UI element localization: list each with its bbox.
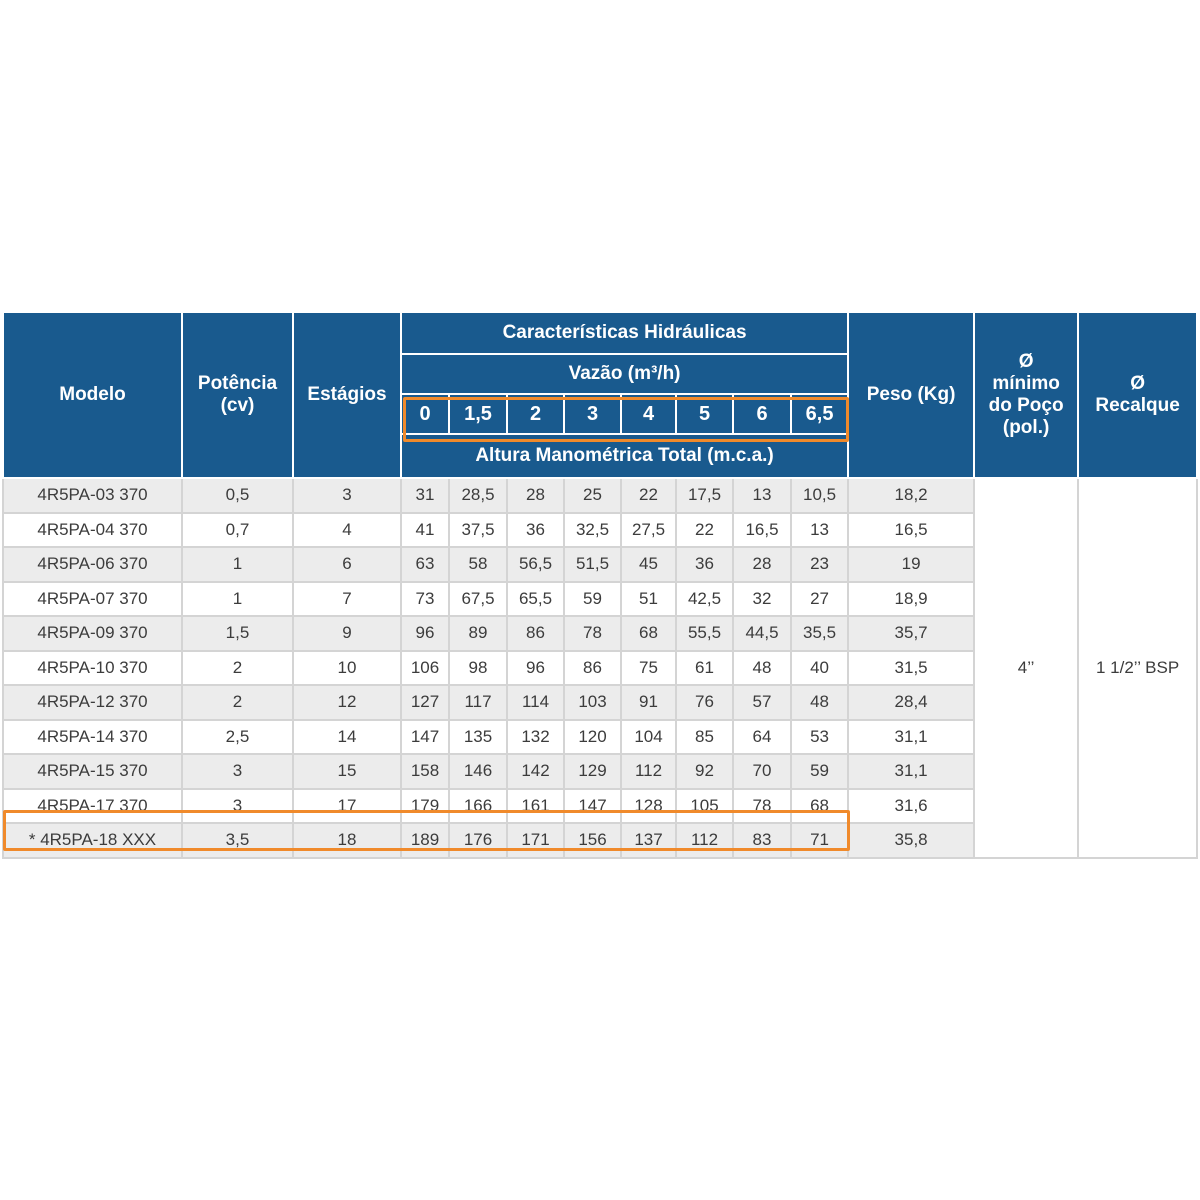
flow-value-cell: 2 [507,394,564,434]
head-value-cell: 120 [564,720,621,755]
head-value-cell: 53 [791,720,848,755]
head-value-cell: 78 [564,616,621,651]
head-value-cell: 22 [676,513,733,548]
head-value-cell: 78 [733,789,791,824]
stages-cell: 10 [293,651,401,686]
head-value-cell: 40 [791,651,848,686]
power-cell: 3,5 [182,823,293,858]
head-value-cell: 96 [401,616,449,651]
header-potencia: Potência (cv) [182,312,293,478]
head-value-cell: 147 [401,720,449,755]
flow-value-cell: 4 [621,394,676,434]
power-cell: 0,7 [182,513,293,548]
head-value-cell: 137 [621,823,676,858]
head-value-cell: 85 [676,720,733,755]
head-value-cell: 105 [676,789,733,824]
head-value-cell: 28 [733,547,791,582]
flow-value-cell: 6,5 [791,394,848,434]
weight-cell: 31,1 [848,754,974,789]
head-value-cell: 51,5 [564,547,621,582]
model-cell: 4R5PA-04 370 [3,513,182,548]
head-value-cell: 96 [507,651,564,686]
head-value-cell: 146 [449,754,507,789]
head-value-cell: 112 [621,754,676,789]
head-value-cell: 23 [791,547,848,582]
head-value-cell: 51 [621,582,676,617]
stages-cell: 17 [293,789,401,824]
head-value-cell: 65,5 [507,582,564,617]
head-value-cell: 59 [791,754,848,789]
head-value-cell: 156 [564,823,621,858]
weight-cell: 31,1 [848,720,974,755]
head-value-cell: 56,5 [507,547,564,582]
weight-cell: 19 [848,547,974,582]
weight-cell: 35,8 [848,823,974,858]
stages-cell: 15 [293,754,401,789]
head-value-cell: 61 [676,651,733,686]
head-value-cell: 91 [621,685,676,720]
stages-cell: 9 [293,616,401,651]
head-value-cell: 89 [449,616,507,651]
head-value-cell: 36 [507,513,564,548]
weight-cell: 31,6 [848,789,974,824]
header-caracteristicas-hidraulicas: Características Hidráulicas [401,312,848,354]
head-value-cell: 73 [401,582,449,617]
header-vazao: Vazão (m³/h) [401,354,848,394]
model-cell: 4R5PA-10 370 [3,651,182,686]
head-value-cell: 36 [676,547,733,582]
model-cell: 4R5PA-07 370 [3,582,182,617]
header-modelo: Modelo [3,312,182,478]
head-value-cell: 17,5 [676,478,733,513]
head-value-cell: 161 [507,789,564,824]
header-diametro-poco: Ø mínimo do Poço (pol.) [974,312,1078,478]
flow-value-cell: 0 [401,394,449,434]
weight-cell: 16,5 [848,513,974,548]
head-value-cell: 114 [507,685,564,720]
head-value-cell: 92 [676,754,733,789]
flow-value-cell: 1,5 [449,394,507,434]
head-value-cell: 35,5 [791,616,848,651]
head-value-cell: 44,5 [733,616,791,651]
head-value-cell: 71 [791,823,848,858]
head-value-cell: 189 [401,823,449,858]
head-value-cell: 63 [401,547,449,582]
power-cell: 1 [182,547,293,582]
model-cell: 4R5PA-12 370 [3,685,182,720]
head-value-cell: 135 [449,720,507,755]
flow-value-cell: 3 [564,394,621,434]
head-value-cell: 129 [564,754,621,789]
head-value-cell: 106 [401,651,449,686]
stages-cell: 18 [293,823,401,858]
stages-cell: 12 [293,685,401,720]
head-value-cell: 132 [507,720,564,755]
head-value-cell: 117 [449,685,507,720]
stages-cell: 3 [293,478,401,513]
header-altura-manometrica: Altura Manométrica Total (m.c.a.) [401,434,848,478]
head-value-cell: 147 [564,789,621,824]
head-value-cell: 57 [733,685,791,720]
power-cell: 0,5 [182,478,293,513]
weight-cell: 31,5 [848,651,974,686]
min-well-diameter-cell: 4’’ [974,478,1078,858]
table-row [3,478,1197,513]
head-value-cell: 25 [564,478,621,513]
head-value-cell: 103 [564,685,621,720]
flow-value-cell: 6 [733,394,791,434]
head-value-cell: 27 [791,582,848,617]
stages-cell: 14 [293,720,401,755]
header-peso: Peso (Kg) [848,312,974,478]
model-cell: 4R5PA-15 370 [3,754,182,789]
head-value-cell: 83 [733,823,791,858]
head-value-cell: 86 [564,651,621,686]
head-value-cell: 166 [449,789,507,824]
power-cell: 3 [182,754,293,789]
head-value-cell: 13 [791,513,848,548]
model-cell: 4R5PA-09 370 [3,616,182,651]
head-value-cell: 179 [401,789,449,824]
head-value-cell: 28 [507,478,564,513]
weight-cell: 18,9 [848,582,974,617]
model-cell: 4R5PA-03 370 [3,478,182,513]
head-value-cell: 104 [621,720,676,755]
model-cell: 4R5PA-06 370 [3,547,182,582]
weight-cell: 18,2 [848,478,974,513]
power-cell: 2 [182,651,293,686]
head-value-cell: 10,5 [791,478,848,513]
head-value-cell: 28,5 [449,478,507,513]
head-value-cell: 70 [733,754,791,789]
head-value-cell: 98 [449,651,507,686]
discharge-diameter-cell: 1 1/2’’ BSP [1078,478,1197,858]
head-value-cell: 59 [564,582,621,617]
head-value-cell: 75 [621,651,676,686]
head-value-cell: 86 [507,616,564,651]
head-value-cell: 32,5 [564,513,621,548]
head-value-cell: 171 [507,823,564,858]
head-value-cell: 176 [449,823,507,858]
head-value-cell: 22 [621,478,676,513]
head-value-cell: 128 [621,789,676,824]
power-cell: 1,5 [182,616,293,651]
power-cell: 1 [182,582,293,617]
stages-cell: 4 [293,513,401,548]
head-value-cell: 32 [733,582,791,617]
head-value-cell: 13 [733,478,791,513]
power-cell: 3 [182,789,293,824]
head-value-cell: 48 [733,651,791,686]
head-value-cell: 112 [676,823,733,858]
head-value-cell: 42,5 [676,582,733,617]
stages-cell: 6 [293,547,401,582]
power-cell: 2 [182,685,293,720]
model-cell: * 4R5PA-18 XXX [3,823,182,858]
head-value-cell: 68 [791,789,848,824]
head-value-cell: 158 [401,754,449,789]
head-value-cell: 48 [791,685,848,720]
head-value-cell: 142 [507,754,564,789]
head-value-cell: 76 [676,685,733,720]
model-cell: 4R5PA-14 370 [3,720,182,755]
head-value-cell: 58 [449,547,507,582]
head-value-cell: 31 [401,478,449,513]
head-value-cell: 127 [401,685,449,720]
power-cell: 2,5 [182,720,293,755]
stages-cell: 7 [293,582,401,617]
head-value-cell: 67,5 [449,582,507,617]
model-cell: 4R5PA-17 370 [3,789,182,824]
header-estagios: Estágios [293,312,401,478]
head-value-cell: 27,5 [621,513,676,548]
head-value-cell: 55,5 [676,616,733,651]
head-value-cell: 37,5 [449,513,507,548]
head-value-cell: 64 [733,720,791,755]
weight-cell: 35,7 [848,616,974,651]
header-diametro-recalque: Ø Recalque [1078,312,1197,478]
head-value-cell: 45 [621,547,676,582]
weight-cell: 28,4 [848,685,974,720]
pump-spec-table [2,311,1198,859]
head-value-cell: 16,5 [733,513,791,548]
flow-value-cell: 5 [676,394,733,434]
head-value-cell: 68 [621,616,676,651]
head-value-cell: 41 [401,513,449,548]
